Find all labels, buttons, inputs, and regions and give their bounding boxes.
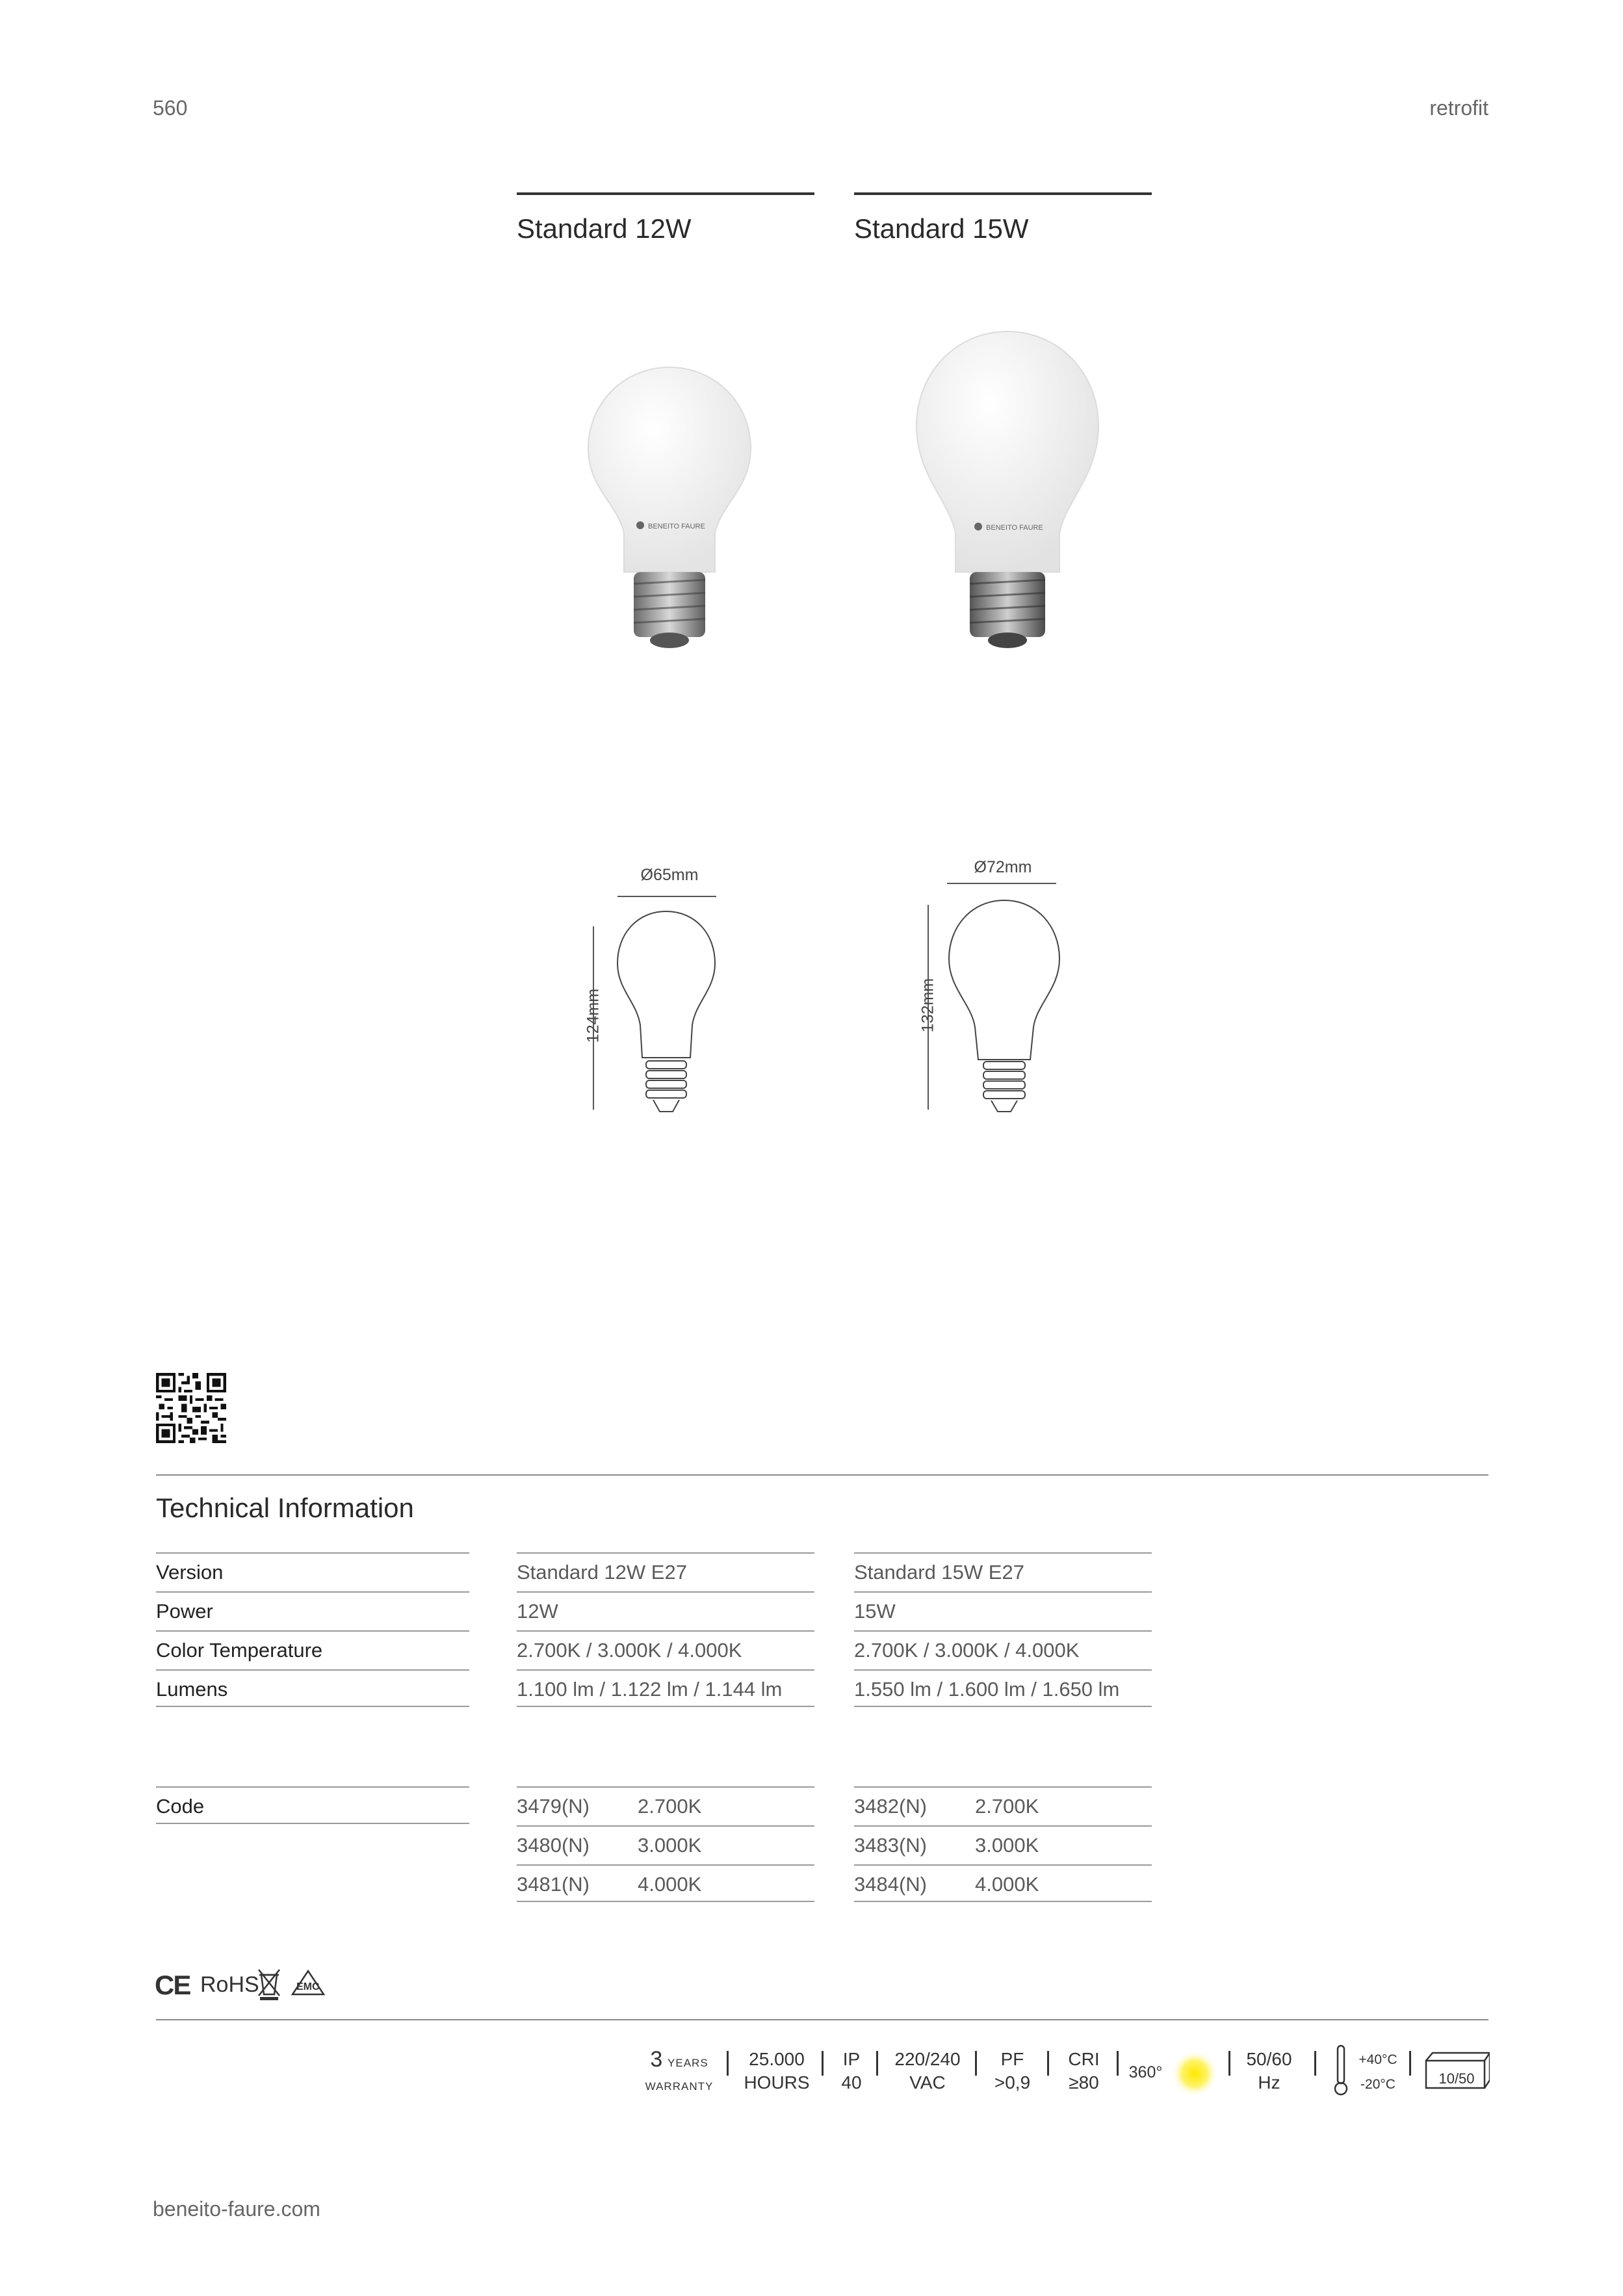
code-temperature: 4.000K [975, 1873, 1039, 1896]
code-number: 3482(N) [854, 1795, 927, 1818]
product-1-title: Standard 12W [517, 213, 692, 244]
product-1-rule [517, 192, 814, 195]
temperature-max: +40°C [1358, 2052, 1397, 2067]
spec-separator [1409, 2051, 1411, 2076]
cri-spec [1056, 2048, 1111, 2094]
label-code: Code [156, 1786, 469, 1824]
code-temperature: 3.000K [975, 1834, 1039, 1857]
section-divider [156, 1474, 1488, 1476]
bulb-15w-height: 132mm [918, 978, 937, 1033]
code-number: 3483(N) [854, 1834, 927, 1857]
code-row [854, 1864, 1152, 1902]
col2-power: 15W [854, 1591, 1152, 1629]
diameter-12w-line [617, 896, 716, 897]
section-title: retrofit [1429, 96, 1488, 120]
ip-label: IP [842, 2049, 861, 2069]
bulb-12w-diameter: Ø65mm [640, 866, 699, 884]
code-temperature: 2.700K [975, 1795, 1039, 1818]
col1-version: Standard 12W E27 [517, 1552, 814, 1590]
rohs-mark: RoHS [200, 1972, 259, 1997]
label-version: Version [156, 1552, 469, 1590]
voltage-spec [885, 2048, 970, 2094]
ce-mark: CE [155, 1970, 190, 2000]
pf-label: PF [1000, 2049, 1024, 2069]
spec-separator [975, 2051, 977, 2076]
hours-number: 25.000 [749, 2049, 805, 2069]
spec-separator [1117, 2051, 1119, 2076]
frequency-label: Hz [1258, 2072, 1280, 2093]
bulb-15w-outline-icon [939, 894, 1069, 1118]
col2-version: Standard 15W E27 [854, 1552, 1152, 1590]
label-power: Power [156, 1591, 469, 1629]
spec-separator [1314, 2051, 1316, 2076]
spec-separator [727, 2051, 729, 2076]
spec-separator [822, 2051, 824, 2076]
qr-code-icon[interactable] [156, 1373, 226, 1443]
temperature-range [1352, 2048, 1404, 2097]
pf-spec [985, 2048, 1040, 2094]
code-row [517, 1786, 814, 1824]
voltage-value: 220/240 [894, 2049, 961, 2069]
warranty-years: YEARS [668, 2057, 708, 2069]
col1-color-temperature: 2.700K / 3.000K / 4.000K [517, 1630, 814, 1668]
warranty-number: 3 [650, 2047, 663, 2072]
thermometer-icon [1332, 2044, 1349, 2096]
bulb-12w-height: 124mm [584, 988, 603, 1043]
code-row [854, 1786, 1152, 1824]
bulb-15w-photo [903, 325, 1111, 650]
specs-divider [156, 2019, 1488, 2020]
pf-value: >0,9 [994, 2072, 1031, 2093]
code-temperature: 4.000K [638, 1873, 702, 1896]
product-2-title: Standard 15W [854, 213, 1029, 244]
svg-text:BENEITO FAURE: BENEITO FAURE [648, 523, 705, 530]
footer-website-link[interactable]: beneito-faure.com [153, 2197, 320, 2221]
code-temperature: 2.700K [638, 1795, 702, 1818]
code-number: 3479(N) [517, 1795, 590, 1818]
code-temperature: 3.000K [638, 1834, 702, 1857]
ip-spec [832, 2048, 871, 2094]
hours-label: HOURS [744, 2072, 810, 2093]
light-beam-icon [1170, 2049, 1219, 2098]
cri-value: ≥80 [1069, 2072, 1099, 2093]
emc-mark: EMC [291, 1968, 325, 1998]
product-2-rule [854, 192, 1152, 195]
svg-text:BENEITO FAURE: BENEITO FAURE [986, 524, 1043, 532]
bulb-15w-diameter: Ø72mm [974, 858, 1032, 876]
label-color-temperature: Color Temperature [156, 1630, 469, 1668]
code-number: 3480(N) [517, 1834, 590, 1857]
code-number: 3481(N) [517, 1873, 590, 1896]
warranty-label: WARRANTY [645, 2080, 714, 2093]
col2-color-temperature: 2.700K / 3.000K / 4.000K [854, 1630, 1152, 1668]
beam-angle-value: 360° [1128, 2063, 1163, 2081]
frequency-value: 50/60 [1246, 2049, 1292, 2069]
col2-lumens: 1.550 lm / 1.600 lm / 1.650 lm [854, 1669, 1152, 1707]
diameter-15w-line [947, 883, 1056, 884]
cri-label: CRI [1068, 2049, 1100, 2069]
temperature-min: -20°C [1360, 2077, 1396, 2092]
weee-bin-icon [256, 1967, 282, 2001]
bulb-12w-photo [565, 338, 773, 650]
col1-power: 12W [517, 1591, 814, 1629]
dimming-value: 10/50 [1438, 2070, 1475, 2087]
spec-separator [1228, 2051, 1230, 2076]
code-row [517, 1864, 814, 1902]
col1-lumens: 1.100 lm / 1.122 lm / 1.144 lm [517, 1669, 814, 1707]
warranty-spec [643, 2048, 715, 2098]
spec-separator [876, 2051, 878, 2076]
bulb-12w-outline-icon [604, 905, 728, 1119]
code-row [854, 1825, 1152, 1863]
frequency-spec [1238, 2048, 1300, 2094]
code-row [517, 1825, 814, 1863]
spec-separator [1047, 2051, 1049, 2076]
ip-value: 40 [841, 2072, 862, 2093]
label-lumens: Lumens [156, 1669, 469, 1707]
code-number: 3484(N) [854, 1873, 927, 1896]
page-number: 560 [153, 96, 188, 120]
voltage-label: VAC [909, 2072, 946, 2093]
hours-spec [741, 2048, 812, 2094]
tech-info-title: Technical Information [156, 1493, 414, 1523]
